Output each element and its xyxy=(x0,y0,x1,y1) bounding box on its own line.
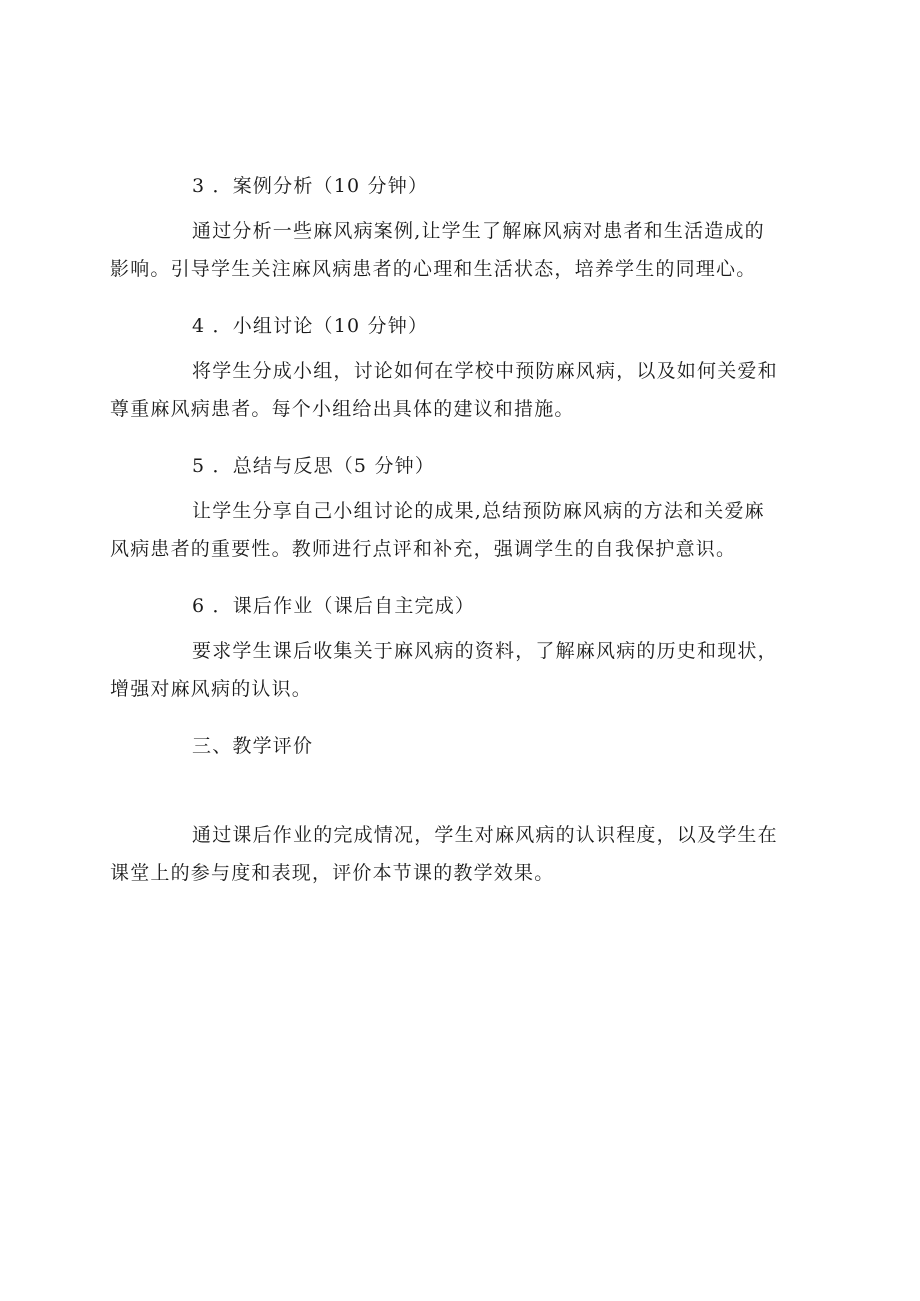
section-paragraph-homework xyxy=(110,632,810,708)
paragraph-line: 风病患者的重要性。教师进行点评和补充，强调学生的自我保护意识。 xyxy=(110,538,737,560)
section-heading-case-analysis: 3 ．案例分析（10 分钟） xyxy=(192,175,429,197)
paragraph-line: 将学生分成小组，讨论如何在学校中预防麻风病，以及如何关爱和 xyxy=(192,360,778,382)
paragraph-line: 课堂上的参与度和表现，评价本节课的教学效果。 xyxy=(110,862,555,884)
spacer xyxy=(110,772,810,816)
section-heading-group-discussion: 4 ．小组讨论（10 分钟） xyxy=(192,315,429,337)
paragraph-line: 增强对麻风病的认识。 xyxy=(110,678,313,700)
paragraph-line: 通过课后作业的完成情况，学生对麻风病的认识程度，以及学生在 xyxy=(192,824,778,846)
paragraph-line: 让学生分享自己小组讨论的成果,总结预防麻风病的方法和关爱麻 xyxy=(192,500,765,522)
section-heading-homework: 6 ．课后作业（课后自主完成） xyxy=(192,595,476,617)
document-body xyxy=(110,168,810,912)
section-paragraph-group-discussion xyxy=(110,352,810,428)
section-paragraph-summary-reflection xyxy=(110,492,810,568)
section-paragraph-teaching-evaluation xyxy=(110,816,810,892)
paragraph-line: 尊重麻风病患者。每个小组给出具体的建议和措施。 xyxy=(110,398,575,420)
section-paragraph-case-analysis xyxy=(110,212,810,288)
section-heading-teaching-evaluation: 三、教学评价 xyxy=(192,735,314,757)
paragraph-line: 通过分析一些麻风病案例,让学生了解麻风病对患者和生活造成的 xyxy=(192,220,765,242)
paragraph-line: 影响。引导学生关注麻风病患者的心理和生活状态，培养学生的同理心。 xyxy=(110,258,757,280)
section-heading-summary-reflection: 5 ．总结与反思（5 分钟） xyxy=(192,455,436,477)
paragraph-line: 要求学生课后收集关于麻风病的资料，了解麻风病的历史和现状， xyxy=(192,640,778,662)
